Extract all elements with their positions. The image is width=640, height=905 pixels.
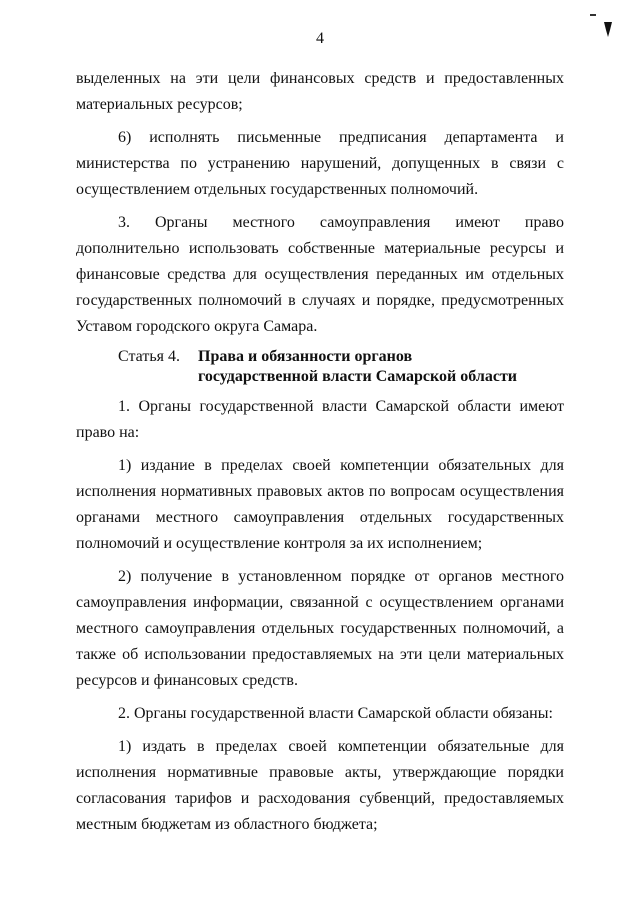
paragraph: 2) получение в установленном порядке от органов местного самоуправления информации, связанной с осуществлением органами местного самоуправления отдельных государственных полномочий, а также об использовании предоставляемых на эти цели материальных ресурсов и финансовых средств. (76, 568, 564, 689)
paragraph: выделенных на эти цели финансовых средств и предоставленных материальных ресурсов; (76, 70, 564, 113)
scan-mark-dash (590, 14, 596, 16)
document-body (76, 66, 564, 845)
paragraph: 1. Органы государственной власти Самарской области имеют право на: (76, 398, 564, 441)
paragraph: 3. Органы местного самоуправления имеют право дополнительно использовать собственные материальные ресурсы и финансовые средства для осуществления переданных им отдельных государственных полномочий в случаях и порядке, предусмотренных Уставом городского округа Самара. (76, 214, 564, 335)
paragraph: 1) издать в пределах своей компетенции обязательные для исполнения нормативные правовые акты, утверждающие порядки согласования тарифов и расходования субвенций, предоставляемых местным бюджетам из областного бюджета; (76, 738, 564, 833)
paragraph: 1) издание в пределах своей компетенции обязательных для исполнения нормативных правовых актов по вопросам осуществления органами местного самоуправления отдельных государственных полномочий и осуществление контроля за их исполнением; (76, 457, 564, 552)
page-number: 4 (316, 30, 324, 47)
article-title: Права и обязанности органов государственной власти Самарской области (198, 348, 518, 385)
article-heading (76, 347, 564, 387)
article-label: Статья 4. (118, 348, 180, 365)
scan-mark-icon (602, 20, 614, 38)
paragraph: 2. Органы государственной власти Самарской области обязаны: (118, 705, 553, 722)
paragraph: 6) исполнять письменные предписания департамента и министерства по устранению нарушений, допущенных в связи с осуществлением отдельных государственных полномочий. (76, 129, 564, 198)
